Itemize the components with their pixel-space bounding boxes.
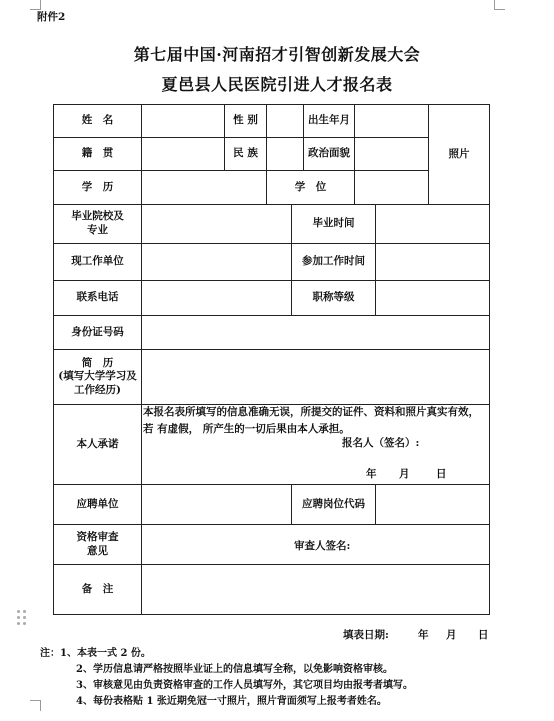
note-1: 注：1、本表一式 2 份。 <box>40 648 151 659</box>
native-field[interactable] <box>142 138 224 170</box>
native-label: 籍 贯 <box>81 147 114 160</box>
remarks-field[interactable] <box>142 565 489 614</box>
resume-label-line3: 工作经历) <box>74 383 121 396</box>
phone-label: 联系电话 <box>76 291 119 304</box>
review-label-line1: 资格审查 <box>76 530 119 543</box>
degree-label: 学 位 <box>294 180 327 193</box>
promise-date-month: 月 <box>399 468 410 480</box>
gender-label: 性 别 <box>233 114 258 127</box>
ethnicity-label: 民 族 <box>233 147 258 160</box>
grad-time-field[interactable] <box>376 205 489 243</box>
employer-field[interactable] <box>142 244 291 280</box>
school-label-line2: 专业 <box>87 224 108 236</box>
gender-field[interactable] <box>267 105 303 137</box>
applicant-signature-label: 报名人（签名）: <box>342 437 420 449</box>
grad-time-label: 毕业时间 <box>312 217 355 230</box>
fill-date-day: 日 <box>478 629 489 641</box>
page-corner-top-right <box>494 0 505 10</box>
review-label <box>54 525 141 564</box>
promise-date-year: 年 <box>366 468 377 480</box>
apply-code-field[interactable] <box>376 485 489 524</box>
apply-unit-field[interactable] <box>142 485 291 524</box>
page-corner-bottom-left <box>30 700 41 711</box>
political-field[interactable] <box>355 138 428 170</box>
work-start-field[interactable] <box>376 244 489 280</box>
note-4: 4、每份表格贴 1 张近期免冠一寸照片，照片背面须写上报考者姓名。 <box>76 696 387 707</box>
degree-field[interactable] <box>355 171 428 204</box>
school-label-line1: 毕业院校及 <box>71 210 124 223</box>
note-3: 3、审核意见由负责资格审查的工作人员填写外，其它项目均由报考者填写。 <box>76 680 413 691</box>
phone-field[interactable] <box>142 281 291 315</box>
ethnicity-field[interactable] <box>267 138 303 170</box>
promise-date-day: 日 <box>436 468 447 480</box>
fill-date-year: 年 <box>418 629 429 641</box>
page-title: 第七届中国·河南招才引智创新发展大会 <box>133 45 421 64</box>
name-label: 姓 名 <box>81 114 114 127</box>
fill-date-month: 月 <box>446 629 457 641</box>
id-number-field[interactable] <box>142 316 489 349</box>
school-label <box>54 205 141 243</box>
photo-box[interactable]: 照片 <box>448 147 470 160</box>
attachment-label: 附件2 <box>37 11 66 23</box>
name-field[interactable] <box>142 105 224 137</box>
education-field[interactable] <box>142 171 266 204</box>
drag-handle-icon[interactable] <box>17 610 27 626</box>
remarks-label: 备 注 <box>81 582 114 595</box>
promise-label: 本人承诺 <box>76 437 119 450</box>
resume-label-line1: 简 历 <box>81 356 114 369</box>
apply-code-label: 应聘岗位代码 <box>302 497 365 510</box>
political-label: 政治面貌 <box>308 147 350 160</box>
reviewer-signature-label: 审查人签名: <box>294 540 351 552</box>
birth-field[interactable] <box>355 105 428 137</box>
resume-label <box>54 350 141 404</box>
resume-label-line2: (填写大学学习及 <box>58 370 137 383</box>
school-field[interactable] <box>142 205 291 243</box>
id-number-label: 身份证号码 <box>71 325 124 338</box>
note-2: 2、学历信息请严格按照毕业证上的信息填写全称，以免影响资格审核。 <box>76 664 393 675</box>
form-title: 夏邑县人民医院引进人才报名表 <box>161 75 393 94</box>
birth-label: 出生年月 <box>308 114 350 127</box>
title-level-label: 职称等级 <box>312 291 355 304</box>
resume-field[interactable] <box>142 350 489 404</box>
title-level-field[interactable] <box>376 281 489 315</box>
education-label: 学 历 <box>81 180 114 193</box>
employer-label: 现工作单位 <box>71 255 124 268</box>
fill-date-label: 填表日期: <box>343 629 389 641</box>
work-start-label: 参加工作时间 <box>302 255 365 268</box>
review-label-line2: 意见 <box>87 544 108 557</box>
promise-text: 本报名表所填写的信息准确无误，所提交的证件、资料和照片真实有效，若 有虚假， 所产生的一切后果由本人承担。 <box>143 406 479 435</box>
apply-unit-label: 应聘单位 <box>76 497 119 510</box>
